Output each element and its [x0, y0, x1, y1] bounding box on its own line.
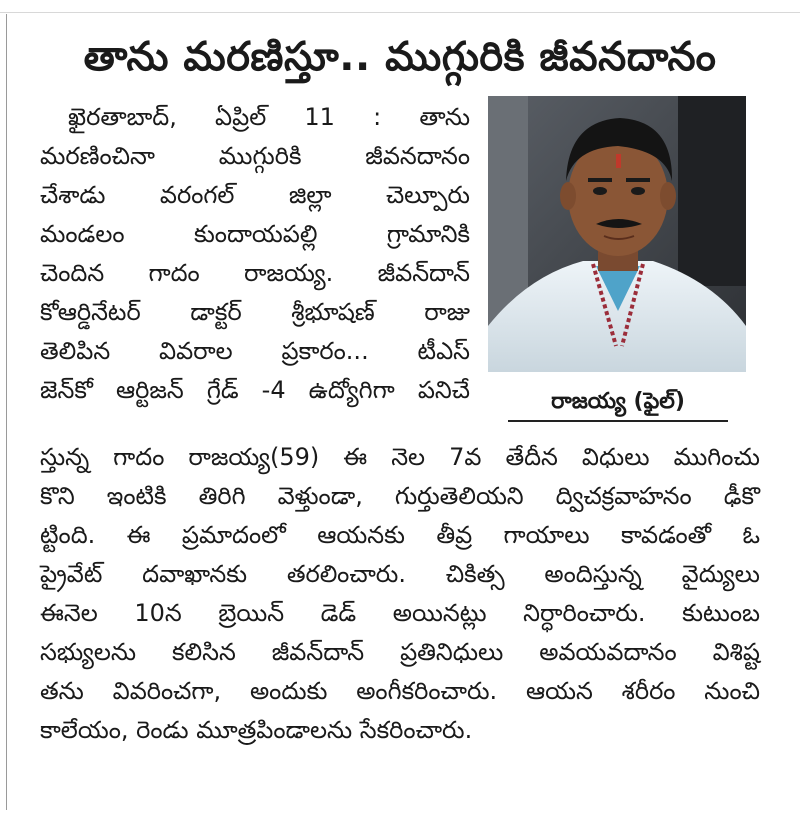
body-line: మరణించినా ముగ్గురికి జీవనదానం [40, 142, 470, 170]
top-cut-edge [0, 0, 800, 13]
body-line: కొని ఇంటికి తిరిగి వెళ్తుండా, గుర్తుతెలియని ద్విచక్రవాహనం ఢీకొ [40, 482, 760, 510]
body-line: సభ్యులను కలిసిన జీవన్‌దాన్ ప్రతినిధులు అవయవదానం విశిష్ట [40, 638, 760, 666]
body-line: ట్టింది. ఈ ప్రమాదంలో ఆయనకు తీవ్ర గాయాలు కావడంతో ఓ [40, 521, 760, 549]
body-line: ఖైరతాబాద్, ఏప్రిల్ 11 : తాను [68, 103, 470, 131]
body-line: చేశాడు వరంగల్ జిల్లా చెల్పూరు [40, 181, 470, 209]
body-line: స్తున్న గాదం రాజయ్య(59) ఈ నెల 7వ తేదీన విధులు ముగించు [40, 443, 760, 471]
body-line: జెన్‌కో ఆర్టిజన్ గ్రేడ్ -4 ఉద్యోగిగా పనిచే [40, 376, 470, 404]
body-line: ఈనెల 10న బ్రెయిన్ డెడ్ అయినట్లు నిర్ధారించారు. కుటుంబ [40, 599, 760, 627]
body-line: మండలం కుందాయపల్లి గ్రామానికి [40, 220, 470, 248]
body-line: తను వివరించగా, అందుకు అంగీకరించారు. ఆయన శరీరం నుంచి [40, 677, 760, 705]
portrait-photo [488, 96, 746, 372]
body-line: కోఆర్డినేటర్ డాక్టర్ శ్రీభూషణ్ రాజు [40, 298, 470, 326]
photo-caption: రాజయ్య (ఫైల్) [508, 384, 728, 422]
body-line: ప్రైవేట్ దవాఖానకు తరలించారు. చికిత్స అందిస్తున్న వైద్యులు [40, 560, 760, 588]
body-line: కాలేయం, రెండు మూత్రపిండాలను సేకరించారు. [40, 716, 473, 744]
left-column-rule [6, 14, 7, 810]
body-line: చెందిన గాదం రాజయ్య. జీవన్‌దాన్ [40, 259, 470, 287]
body-line: తెలిపిన వివరాల ప్రకారం... టీఎస్ [40, 337, 470, 365]
headline: తాను మరణిస్తూ.. ముగ్గురికి జీవనదానం [83, 34, 717, 80]
